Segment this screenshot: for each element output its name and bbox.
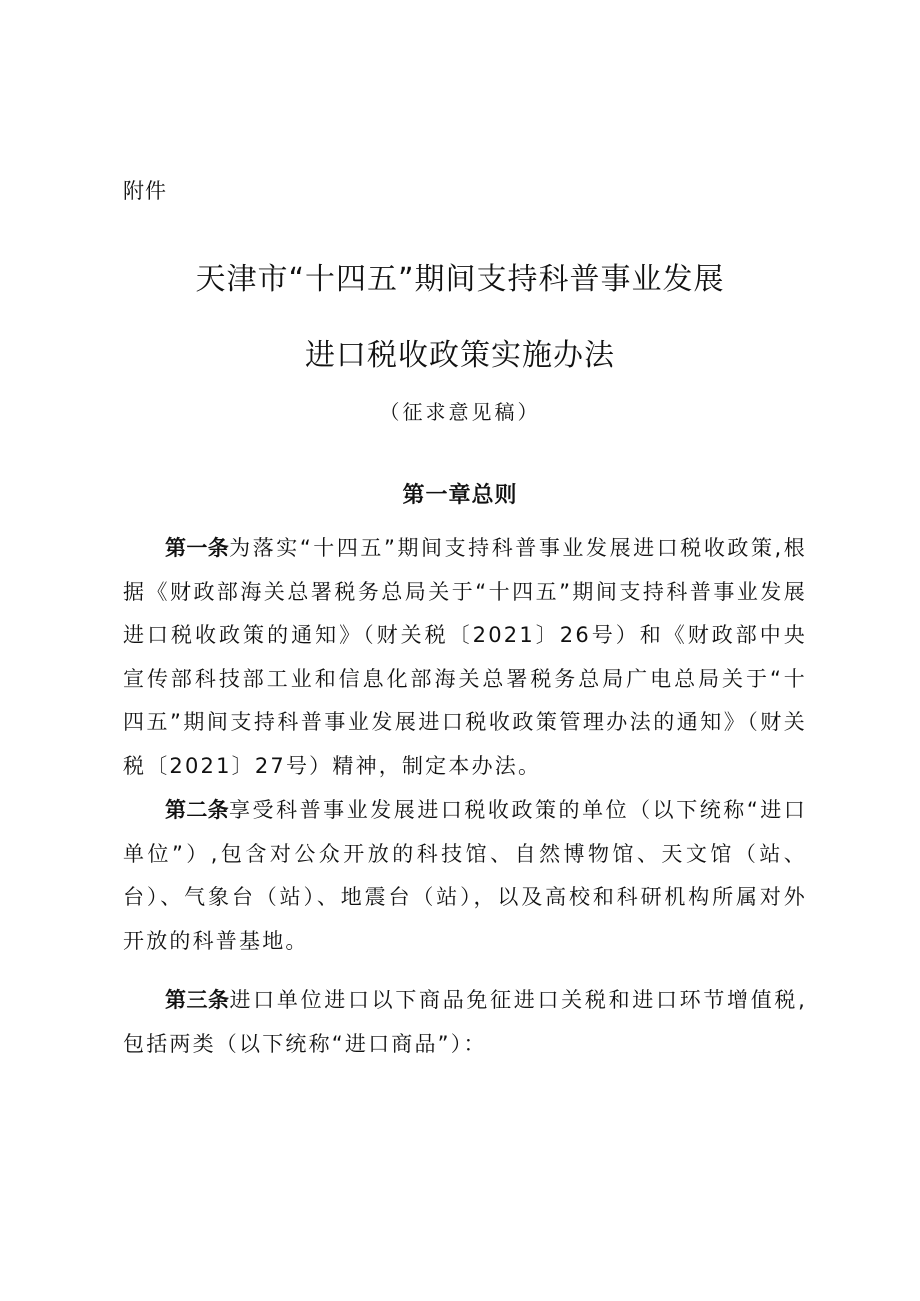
article-2-lead: 第二条 bbox=[165, 798, 230, 822]
article-2 bbox=[123, 789, 807, 963]
article-3 bbox=[123, 979, 807, 1066]
article-2-text: 享受科普事业发展进口税收政策的单位（以下统称“进口单位”）,包含对公众开放的科技馆、自然博物馆、天文馆（站、台）、气象台（站）、地震台（站），以及高校和科研机构所属对外开放的科普基地。 bbox=[123, 798, 807, 953]
document-title-line-2: 进口税收政策实施办法 bbox=[305, 338, 615, 374]
chapter-heading: 第一章总则 bbox=[402, 483, 518, 508]
draft-subtitle: （征求意见稿） bbox=[379, 400, 541, 424]
article-1 bbox=[123, 527, 807, 788]
attachment-label: 附件 bbox=[123, 179, 167, 203]
article-3-text: 进口单位进口以下商品免征进口关税和进口环节增值税,包括两类（以下统称“进口商品”）： bbox=[123, 988, 807, 1056]
article-1-lead: 第一条 bbox=[165, 536, 230, 560]
article-3-lead: 第三条 bbox=[165, 988, 230, 1012]
article-1-text: 为落实“十四五”期间支持科普事业发展进口税收政策,根据《财政部海关总署税务总局关于“十四五”期间支持科普事业发展进口税收政策的通知》（财关税〔2021〕26号）和《财政部中央宣传部科技部工业和信息化部海关总署税务总局广电总局关于“十四五”期间支持科普事业发展进口税收政策管理办法的通知》（财关税〔2021〕27号）精神，制定本办法。 bbox=[123, 536, 808, 778]
document-title-line-1: 天津市“十四五”期间支持科普事业发展 bbox=[195, 262, 725, 298]
